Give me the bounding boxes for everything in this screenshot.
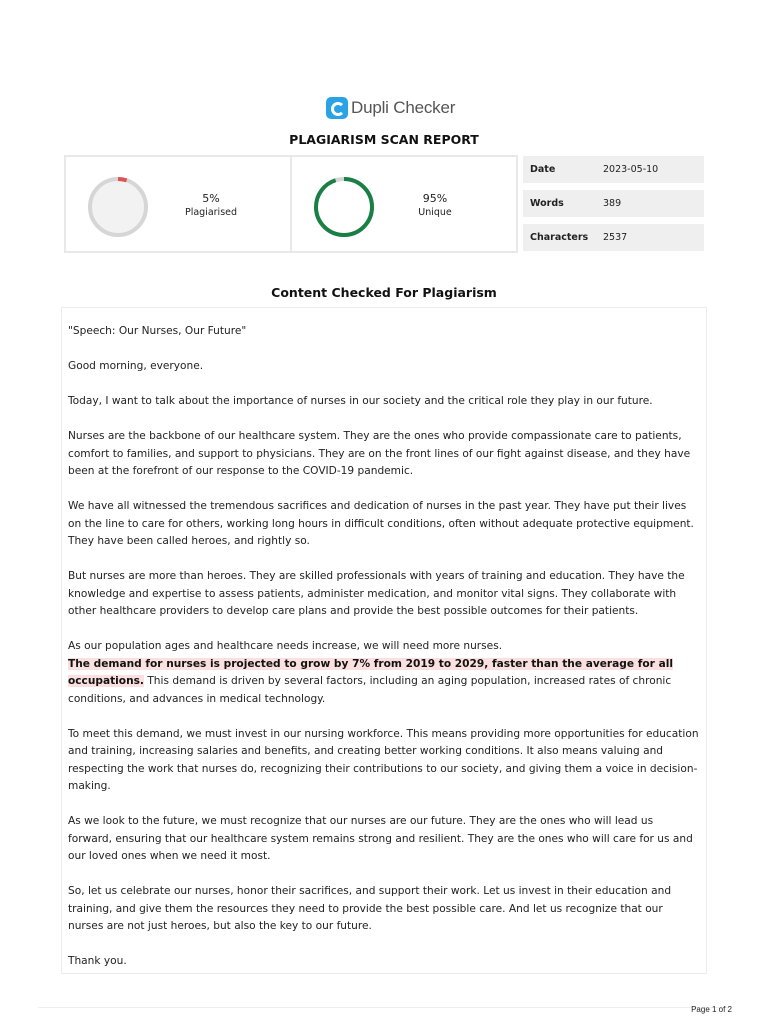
plagiarised-match-highlight: The demand for nurses is projected to grow by 7% from 2019 to 2029, faster than the average for all occupations.	[68, 657, 673, 687]
paragraph: So, let us celebrate our nurses, honor their sacrifices, and support their work. Let us invest in their education and training, and give them the resources they need to provide the best possible care. And let us recognize that our nurses are not just heroes, but also the key to our future.	[68, 885, 672, 932]
paragraph-intro: As our population ages and healthcare needs increase, we will need more nurses.	[68, 640, 503, 652]
meta-value-characters: 2537	[603, 232, 628, 243]
report-meta	[523, 156, 704, 258]
meta-value-date: 2023-05-10	[603, 164, 659, 175]
paragraph: Today, I want to talk about the importance of nurses in our society and the critical role they play in our future.	[68, 395, 653, 407]
footer-divider	[38, 1007, 728, 1008]
meta-value-words: 389	[603, 198, 622, 209]
score-summary	[64, 155, 518, 253]
plagiarised-stat	[66, 157, 290, 251]
meta-row-date	[523, 156, 704, 183]
meta-row-characters	[523, 224, 704, 251]
plagiarised-label: Plagiarised	[184, 207, 238, 218]
plagiarised-percent: 5%	[202, 192, 220, 205]
meta-key-date: Date	[530, 164, 556, 175]
unique-label: Unique	[418, 207, 452, 218]
meta-row-words	[523, 190, 704, 217]
brand-logo	[326, 95, 455, 121]
checked-content	[61, 307, 707, 974]
paragraph: But nurses are more than heroes. They are skilled professionals with years of training and education. They have the knowledge and expertise to assess patients, administer medication, and monitor vital signs. They collaborate with other healthcare providers to develop care plans and provide the best possible outcomes for their patients.	[68, 570, 685, 617]
unique-stat	[290, 157, 516, 251]
meta-key-characters: Characters	[530, 232, 589, 243]
page-number: Page 1 of 2	[691, 1005, 732, 1014]
paragraph: Good morning, everyone.	[68, 360, 204, 372]
paragraph: To meet this demand, we must invest in our nursing workforce. This means providing more opportunities for education and training, increasing salaries and benefits, and creating better working conditions. It also means valuing and respecting the work that nurses do, recognizing their contributions to our society, and giving them a voice in decision-making.	[68, 727, 699, 792]
brand-name: Dupli Checker	[351, 98, 456, 117]
unique-percent: 95%	[422, 192, 448, 205]
paragraph: "Speech: Our Nurses, Our Future"	[68, 325, 247, 337]
paragraph: Nurses are the backbone of our healthcare system. They are the ones who provide compassionate care to patients, comfort to families, and support to physicians. They are on the front lines of our fight against disease, and they have been at the forefront of our response to the COVID-19 pandemic.	[68, 430, 691, 477]
unique-label-group	[400, 192, 470, 218]
plagiarised-label-group	[176, 192, 246, 218]
plagiarised-ring-track	[90, 179, 146, 235]
paragraph: Thank you.	[68, 955, 127, 967]
paragraph: As we look to the future, we must recognize that our nurses are our future. They are the ones who will lead us forward, ensuring that our healthcare system remains strong and resilient. They are the ones who will care for us and our loved ones when we need it most.	[68, 815, 693, 862]
dupli-checker-logo-icon	[326, 97, 348, 119]
meta-key-words: Words	[530, 198, 564, 209]
section-title: Content Checked For Plagiarism	[271, 285, 497, 300]
plagiarised-ring	[86, 175, 150, 239]
paragraph-rest: This demand is driven by several factors, including an aging population, increased rates of chronic conditions, and advances in medical technology.	[68, 675, 672, 705]
unique-ring	[312, 175, 376, 239]
paragraph-with-match	[68, 638, 700, 708]
report-title: PLAGIARISM SCAN REPORT	[289, 132, 479, 147]
paragraph: We have all witnessed the tremendous sacrifices and dedication of nurses in the past year. They have put their lives on the line to care for others, working long hours in difficult conditions, often without adequate protective equipment. They have been called heroes, and rightly so.	[68, 500, 694, 547]
